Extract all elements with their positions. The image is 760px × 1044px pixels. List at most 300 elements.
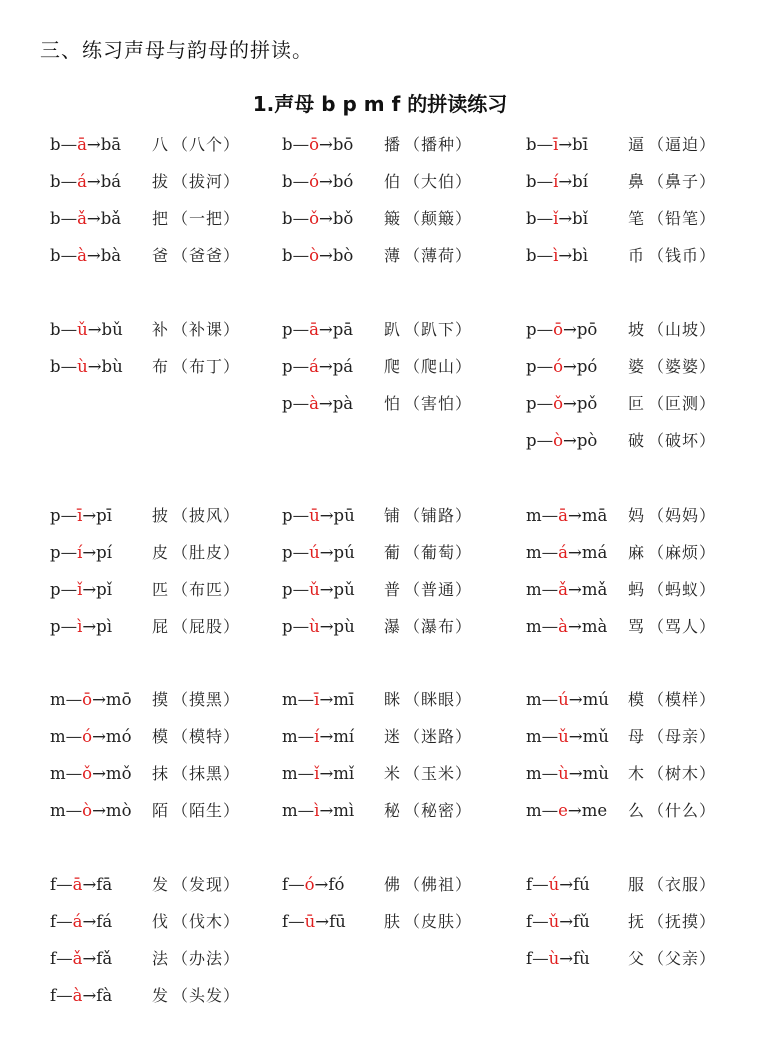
initial-letter: p	[282, 543, 293, 562]
dash-connector: —	[65, 764, 83, 783]
arrow-icon: →	[82, 949, 97, 968]
dash-connector: —	[288, 875, 305, 894]
initial-letter: p	[50, 506, 61, 525]
arrow-icon: →	[315, 912, 330, 931]
arrow-icon: →	[319, 580, 334, 599]
arrow-icon: →	[568, 727, 583, 746]
arrow-icon: →	[82, 506, 97, 525]
arrow-icon: →	[568, 764, 583, 783]
example-word: （办法）	[172, 949, 241, 968]
dash-connector: —	[65, 690, 83, 709]
final-vowel: ù	[309, 617, 320, 636]
initial-letter: b	[526, 135, 537, 154]
dash-connector: —	[60, 209, 78, 228]
arrow-icon: →	[558, 246, 573, 265]
final-vowel: à	[72, 986, 83, 1005]
arrow-icon: →	[82, 875, 97, 894]
example-word: （皮肤）	[404, 912, 473, 931]
example-word: （布匹）	[172, 580, 241, 599]
arrow-icon: →	[318, 320, 333, 339]
arrow-icon: →	[559, 949, 574, 968]
pinyin-entry	[50, 355, 241, 379]
syllable: fá	[96, 912, 113, 931]
syllable: fà	[96, 986, 113, 1005]
dash-connector: —	[60, 580, 78, 599]
initial-letter: f	[50, 949, 57, 968]
dash-connector: —	[536, 320, 554, 339]
initial-letter: f	[50, 912, 57, 931]
hanzi-character: 把	[152, 209, 169, 228]
hanzi-character: 薄	[384, 246, 401, 265]
hanzi-character: 骂	[628, 617, 645, 636]
pinyin-entry	[526, 392, 717, 416]
arrow-icon: →	[319, 764, 334, 783]
dash-connector: —	[541, 690, 559, 709]
dash-connector: —	[60, 135, 78, 154]
example-word: （骂人）	[648, 617, 717, 636]
example-word: （婆婆）	[648, 357, 717, 376]
syllable: fū	[329, 912, 346, 931]
arrow-icon: →	[87, 320, 102, 339]
hanzi-character: 补	[152, 320, 169, 339]
hanzi-character: 趴	[384, 320, 401, 339]
dash-connector: —	[532, 949, 549, 968]
hanzi-character: 模	[152, 727, 169, 746]
syllable: pō	[576, 320, 598, 339]
final-vowel: à	[558, 617, 568, 636]
pinyin-entry	[526, 578, 717, 602]
arrow-icon: →	[558, 209, 573, 228]
syllable: fó	[328, 875, 345, 894]
arrow-icon: →	[82, 580, 97, 599]
syllable: bī	[572, 135, 589, 154]
final-vowel: ò	[553, 431, 563, 450]
final-vowel: ì	[553, 246, 559, 265]
pinyin-entry	[526, 429, 717, 453]
final-vowel: ǔ	[309, 580, 320, 599]
initial-letter: p	[50, 543, 61, 562]
syllable: bǒ	[332, 209, 354, 228]
example-word: （爬山）	[404, 357, 473, 376]
initial-letter: m	[526, 580, 542, 599]
final-vowel: ā	[558, 506, 568, 525]
example-word: （害怕）	[404, 394, 473, 413]
arrow-icon: →	[318, 394, 333, 413]
arrow-icon: →	[567, 801, 582, 820]
hanzi-character: 肤	[384, 912, 401, 931]
dash-connector: —	[536, 357, 554, 376]
example-word: （八个）	[172, 135, 241, 154]
pinyin-entry	[526, 207, 717, 231]
initial-letter: f	[282, 875, 289, 894]
syllable: mí	[333, 727, 355, 746]
example-word: （破坏）	[648, 431, 717, 450]
dash-connector: —	[536, 209, 554, 228]
hanzi-character: 母	[628, 727, 645, 746]
initial-letter: b	[282, 246, 293, 265]
arrow-icon: →	[82, 543, 97, 562]
arrow-icon: →	[92, 690, 106, 709]
initial-letter: f	[526, 912, 533, 931]
pinyin-entry	[50, 984, 241, 1008]
example-word: （普通）	[404, 580, 473, 599]
pinyin-entry	[282, 541, 473, 565]
pinyin-entry	[282, 578, 473, 602]
dash-connector: —	[297, 690, 315, 709]
final-vowel: ó	[309, 172, 319, 191]
pinyin-entry	[50, 799, 241, 823]
final-vowel: ā	[77, 135, 87, 154]
initial-letter: m	[526, 617, 542, 636]
dash-connector: —	[56, 875, 73, 894]
dash-connector: —	[65, 727, 83, 746]
example-word: （模样）	[648, 690, 717, 709]
final-vowel: ú	[309, 543, 320, 562]
hanzi-character: 秘	[384, 801, 401, 820]
initial-letter: b	[526, 246, 537, 265]
example-word: （树木）	[648, 764, 717, 783]
example-word: （拔河）	[172, 172, 241, 191]
pinyin-entry	[526, 873, 717, 897]
final-vowel: ī	[553, 135, 559, 154]
initial-letter: b	[50, 320, 61, 339]
dash-connector: —	[56, 912, 73, 931]
arrow-icon: →	[568, 690, 583, 709]
arrow-icon: →	[568, 617, 582, 636]
dash-connector: —	[292, 580, 310, 599]
dash-connector: —	[541, 543, 559, 562]
example-word: （爸爸）	[172, 246, 241, 265]
arrow-icon: →	[86, 209, 101, 228]
initial-letter: b	[50, 135, 61, 154]
final-vowel: ó	[82, 727, 93, 746]
example-word: （补课）	[172, 320, 241, 339]
initial-letter: m	[50, 690, 66, 709]
example-word: （衣服）	[648, 875, 717, 894]
dash-connector: —	[536, 172, 554, 191]
arrow-icon: →	[87, 357, 102, 376]
syllable: bá	[100, 172, 122, 191]
pinyin-entry	[282, 799, 473, 823]
syllable: pá	[332, 357, 354, 376]
hanzi-character: 模	[628, 690, 645, 709]
dash-connector: —	[60, 506, 78, 525]
arrow-icon: →	[558, 172, 573, 191]
syllable: bó	[332, 172, 354, 191]
initial-letter: p	[526, 431, 537, 450]
pinyin-entry	[526, 504, 717, 528]
example-word: （山坡）	[648, 320, 717, 339]
syllable: bò	[332, 246, 354, 265]
final-vowel: ǔ	[558, 727, 569, 746]
initial-letter: m	[526, 690, 542, 709]
pinyin-entry	[50, 615, 241, 639]
pinyin-entry	[526, 688, 717, 712]
arrow-icon: →	[319, 135, 333, 154]
initial-letter: p	[526, 357, 537, 376]
syllable: fù	[573, 949, 590, 968]
initial-letter: f	[282, 912, 289, 931]
syllable: mǎ	[581, 580, 608, 599]
dash-connector: —	[60, 357, 78, 376]
initial-letter: f	[526, 875, 533, 894]
syllable: bǐ	[572, 209, 589, 228]
hanzi-character: 叵	[628, 394, 645, 413]
pinyin-entry	[282, 873, 473, 897]
initial-letter: m	[526, 801, 542, 820]
initial-letter: p	[50, 617, 61, 636]
syllable: bì	[572, 246, 589, 265]
dash-connector: —	[65, 801, 83, 820]
hanzi-character: 簸	[384, 209, 401, 228]
hanzi-character: 木	[628, 764, 645, 783]
arrow-icon: →	[86, 172, 101, 191]
final-vowel: ǐ	[77, 580, 83, 599]
arrow-icon: →	[82, 912, 97, 931]
arrow-icon: →	[319, 172, 333, 191]
arrow-icon: →	[92, 764, 106, 783]
dash-connector: —	[292, 246, 310, 265]
pinyin-entry	[282, 910, 473, 934]
example-word: （陌生）	[172, 801, 241, 820]
pinyin-entry	[526, 947, 717, 971]
arrow-icon: →	[568, 506, 582, 525]
syllable: pī	[96, 506, 113, 525]
dash-connector: —	[536, 431, 554, 450]
final-vowel: ǎ	[72, 949, 83, 968]
initial-letter: b	[50, 357, 61, 376]
pinyin-entry	[526, 244, 717, 268]
initial-letter: m	[526, 764, 542, 783]
initial-letter: b	[526, 209, 537, 228]
final-vowel: ō	[82, 690, 93, 709]
hanzi-character: 怕	[384, 394, 401, 413]
initial-letter: p	[282, 617, 293, 636]
arrow-icon: →	[319, 506, 334, 525]
syllable: bā	[100, 135, 122, 154]
final-vowel: ǐ	[314, 764, 320, 783]
syllable: bà	[100, 246, 122, 265]
syllable: bǔ	[101, 320, 123, 339]
pinyin-entry	[526, 355, 717, 379]
final-vowel: e	[558, 801, 568, 820]
initial-letter: b	[50, 172, 61, 191]
final-vowel: ī	[314, 690, 320, 709]
hanzi-character: 鼻	[628, 172, 645, 191]
dash-connector: —	[541, 580, 559, 599]
initial-letter: p	[282, 320, 293, 339]
hanzi-character: 发	[152, 986, 169, 1005]
pinyin-entry	[282, 504, 473, 528]
syllable: pā	[332, 320, 354, 339]
arrow-icon: →	[568, 543, 582, 562]
final-vowel: ì	[77, 617, 83, 636]
final-vowel: ū	[304, 912, 316, 931]
pinyin-entry	[50, 947, 241, 971]
dash-connector: —	[541, 506, 559, 525]
initial-letter: p	[282, 506, 293, 525]
dash-connector: —	[292, 617, 310, 636]
dash-connector: —	[56, 986, 73, 1005]
example-word: （迷路）	[404, 727, 473, 746]
hanzi-character: 伯	[384, 172, 401, 191]
initial-letter: f	[50, 875, 57, 894]
example-word: （薄荷）	[404, 246, 473, 265]
example-word: （蚂蚁）	[648, 580, 717, 599]
hanzi-character: 屁	[152, 617, 169, 636]
syllable: pú	[333, 543, 355, 562]
arrow-icon: →	[319, 543, 334, 562]
example-word: （玉米）	[404, 764, 473, 783]
dash-connector: —	[292, 543, 310, 562]
syllable: fǎ	[96, 949, 113, 968]
arrow-icon: →	[319, 617, 334, 636]
syllable: pǐ	[96, 580, 113, 599]
syllable: mǐ	[333, 764, 355, 783]
final-vowel: ù	[548, 949, 560, 968]
dash-connector: —	[60, 543, 78, 562]
initial-letter: b	[282, 209, 293, 228]
hanzi-character: 葡	[384, 543, 401, 562]
dash-connector: —	[292, 135, 310, 154]
syllable: pū	[333, 506, 355, 525]
initial-letter: m	[282, 690, 298, 709]
arrow-icon: →	[559, 912, 574, 931]
hanzi-character: 麻	[628, 543, 645, 562]
arrow-icon: →	[319, 246, 333, 265]
initial-letter: p	[50, 580, 61, 599]
initial-letter: b	[526, 172, 537, 191]
syllable: mà	[581, 617, 608, 636]
syllable: má	[581, 543, 608, 562]
dash-connector: —	[292, 320, 310, 339]
pinyin-entry	[526, 910, 717, 934]
pinyin-entry	[282, 170, 473, 194]
final-vowel: ǔ	[77, 320, 88, 339]
example-word: （铅笔）	[648, 209, 717, 228]
pinyin-entry	[282, 725, 473, 749]
dash-connector: —	[60, 246, 78, 265]
initial-letter: m	[282, 727, 298, 746]
hanzi-character: 八	[152, 135, 169, 154]
example-word: （父亲）	[648, 949, 717, 968]
example-word: （葡萄）	[404, 543, 473, 562]
syllable: fú	[573, 875, 590, 894]
pinyin-entry	[282, 392, 473, 416]
hanzi-character: 陌	[152, 801, 169, 820]
arrow-icon: →	[319, 801, 334, 820]
syllable: pù	[333, 617, 355, 636]
final-vowel: á	[309, 357, 319, 376]
syllable: pò	[576, 431, 598, 450]
final-vowel: ǒ	[82, 764, 93, 783]
section-title: 三、练习声母与韵母的拼读。	[40, 38, 313, 62]
hanzi-character: 父	[628, 949, 645, 968]
final-vowel: ā	[72, 875, 83, 894]
pinyin-entry	[282, 688, 473, 712]
example-word: （颠簸）	[404, 209, 473, 228]
initial-letter: m	[50, 801, 66, 820]
hanzi-character: 爬	[384, 357, 401, 376]
dash-connector: —	[292, 394, 310, 413]
arrow-icon: →	[319, 209, 333, 228]
hanzi-character: 爸	[152, 246, 169, 265]
example-word: （叵测）	[648, 394, 717, 413]
arrow-icon: →	[563, 394, 577, 413]
final-vowel: ǐ	[553, 209, 559, 228]
example-word: （眯眼）	[404, 690, 473, 709]
hanzi-character: 法	[152, 949, 169, 968]
initial-letter: b	[282, 135, 293, 154]
initial-letter: p	[526, 394, 537, 413]
example-word: （妈妈）	[648, 506, 717, 525]
hanzi-character: 瀑	[384, 617, 401, 636]
dash-connector: —	[541, 727, 559, 746]
final-vowel: ó	[304, 875, 315, 894]
syllable: bù	[101, 357, 123, 376]
arrow-icon: →	[86, 246, 101, 265]
initial-letter: p	[282, 580, 293, 599]
arrow-icon: →	[319, 727, 334, 746]
example-word: （佛祖）	[404, 875, 473, 894]
final-vowel: ǔ	[548, 912, 560, 931]
example-word: （发现）	[172, 875, 241, 894]
dash-connector: —	[536, 246, 554, 265]
pinyin-entry	[50, 762, 241, 786]
final-vowel: í	[314, 727, 320, 746]
pinyin-entry	[282, 762, 473, 786]
example-word: （逼迫）	[648, 135, 717, 154]
dash-connector: —	[541, 801, 559, 820]
example-word: （秘密）	[404, 801, 473, 820]
arrow-icon: →	[559, 875, 574, 894]
example-word: （披风）	[172, 506, 241, 525]
syllable: pì	[96, 617, 113, 636]
hanzi-character: 披	[152, 506, 169, 525]
syllable: pó	[576, 357, 598, 376]
syllable: mì	[333, 801, 355, 820]
example-word: （钱币）	[648, 246, 717, 265]
initial-letter: b	[282, 172, 293, 191]
initial-letter: m	[526, 506, 542, 525]
pinyin-entry	[282, 318, 473, 342]
final-vowel: á	[72, 912, 83, 931]
arrow-icon: →	[568, 580, 582, 599]
syllable: pǔ	[333, 580, 355, 599]
initial-letter: b	[50, 209, 61, 228]
final-vowel: ī	[77, 506, 83, 525]
initial-letter: p	[282, 394, 293, 413]
pinyin-entry	[526, 318, 717, 342]
syllable: mù	[582, 764, 609, 783]
arrow-icon: →	[86, 135, 101, 154]
initial-letter: m	[526, 543, 542, 562]
example-word: （抹黑）	[172, 764, 241, 783]
arrow-icon: →	[92, 801, 106, 820]
dash-connector: —	[60, 320, 78, 339]
hanzi-character: 匹	[152, 580, 169, 599]
final-vowel: ì	[314, 801, 320, 820]
final-vowel: ǎ	[77, 209, 87, 228]
pinyin-entry	[50, 207, 241, 231]
final-vowel: ū	[309, 506, 320, 525]
dash-connector: —	[541, 617, 559, 636]
dash-connector: —	[292, 357, 310, 376]
hanzi-character: 婆	[628, 357, 645, 376]
final-vowel: ù	[77, 357, 88, 376]
hanzi-character: 服	[628, 875, 645, 894]
arrow-icon: →	[563, 357, 577, 376]
